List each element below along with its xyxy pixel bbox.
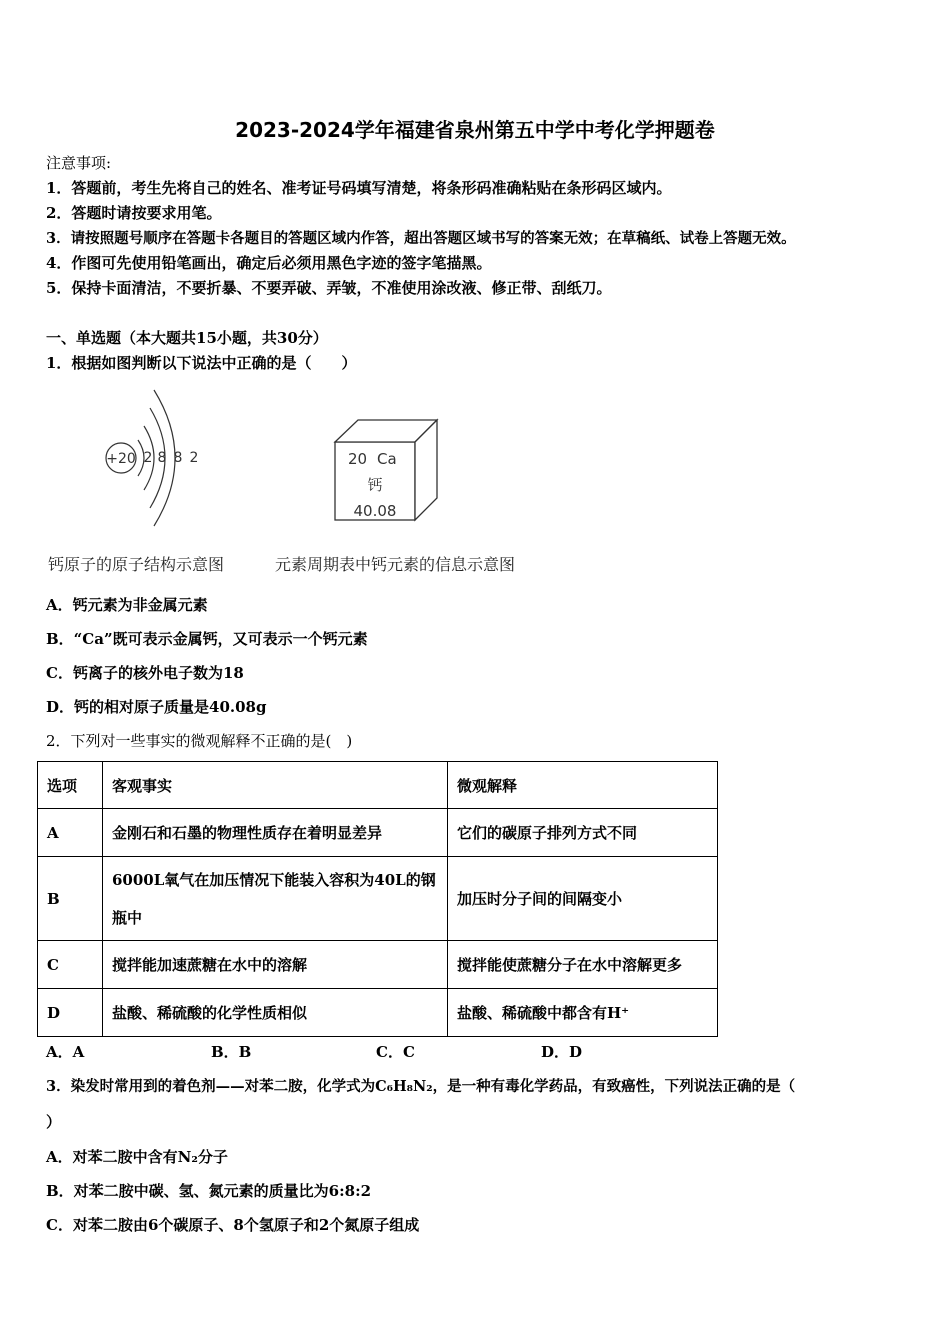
table-header-cell: 微观解释: [448, 762, 718, 809]
q1-option-a: A．钙元素为非金属元素: [46, 596, 208, 614]
q2-answer-a: A．A: [46, 1043, 85, 1061]
table-cell: D: [38, 989, 103, 1037]
table-cell: 金刚石和石墨的物理性质存在着明显差异: [103, 809, 448, 857]
section-heading: 一、单选题（本大题共15小题，共30分）: [46, 329, 328, 347]
element-symbol: Ca: [377, 450, 397, 468]
table-cell: 搅拌能使蔗糖分子在水中溶解更多: [448, 941, 718, 989]
table-row: [38, 857, 718, 941]
note-item: 1．答题前，考生先将自己的姓名、准考证号码填写清楚，将条形码准确粘贴在条形码区域内。: [46, 179, 672, 197]
table-row: [38, 989, 718, 1037]
nucleus-charge: +20: [106, 451, 136, 467]
table-cell: 它们的碳原子排列方式不同: [448, 809, 718, 857]
table-cell: A: [38, 809, 103, 857]
table-cell: 加压时分子间的间隔变小: [448, 857, 718, 941]
caption-element-cube: 元素周期表中钙元素的信息示意图: [275, 555, 516, 574]
table-header-cell: 客观事实: [103, 762, 448, 809]
q1-option-c: C．钙离子的核外电子数为18: [46, 664, 244, 682]
q2-answer-c: C．C: [376, 1043, 415, 1061]
shell-electron-count: 8: [173, 450, 183, 466]
q3-option-a: A．对苯二胺中含有N₂分子: [46, 1148, 228, 1166]
question-3-stem-end: ）: [46, 1113, 62, 1131]
element-name: 钙: [367, 476, 383, 494]
question-2-stem: 2．下列对一些事实的微观解释不正确的是( ): [46, 732, 353, 750]
note-item: 2．答题时请按要求用笔。: [46, 204, 222, 222]
q2-answer-b: B．B: [211, 1043, 252, 1061]
question-1-stem: 1．根据如图判断以下说法中正确的是（ ）: [46, 354, 357, 372]
note-item: 3．请按照题号顺序在答题卡各题目的答题区域内作答，超出答题区域书写的答案无效；在草稿纸、试卷上答题无效。: [46, 230, 796, 247]
notes-heading: 注意事项:: [46, 154, 112, 172]
table-cell: B: [38, 857, 103, 941]
atomic-number: 20: [348, 450, 368, 468]
q1-option-b: B．“Ca”既可表示金属钙，又可表示一个钙元素: [46, 630, 368, 648]
table-cell: 盐酸、稀硫酸中都含有H⁺: [448, 989, 718, 1037]
periodic-element-cube: [330, 415, 445, 527]
table-cell: C: [38, 941, 103, 989]
table-row: [38, 809, 718, 857]
table-header-cell: 选项: [38, 762, 103, 809]
shell-electron-count: 8: [157, 450, 167, 466]
calcium-atom-diagram: [100, 380, 210, 530]
shell-electron-count: 2: [143, 450, 153, 466]
table-cell: 搅拌能加速蔗糖在水中的溶解: [103, 941, 448, 989]
question-3-stem: 3．染发时常用到的着色剂——对苯二胺，化学式为C₆H₈N₂，是一种有毒化学药品，有致癌性，下列说法正确的是（: [46, 1078, 796, 1095]
table-cell: 6000L氧气在加压情况下能装入容积为40L的钢瓶中: [103, 857, 448, 941]
table-cell: 盐酸、稀硫酸的化学性质相似: [103, 989, 448, 1037]
note-item: 5．保持卡面清洁，不要折暴、不要弄破、弄皱，不准使用涂改液、修正带、刮纸刀。: [46, 279, 612, 297]
caption-atom-diagram: 钙原子的原子结构示意图: [48, 555, 225, 574]
table-row: [38, 941, 718, 989]
q3-option-c: C．对苯二胺由6个碳原子、8个氢原子和2个氮原子组成: [46, 1216, 420, 1234]
note-item: 4．作图可先使用铅笔画出，确定后必须用黑色字迹的签字笔描黑。: [46, 254, 492, 272]
q2-answer-d: D．D: [541, 1043, 583, 1061]
q3-option-b: B．对苯二胺中碳、氢、氮元素的质量比为6:8:2: [46, 1182, 372, 1200]
shell-electron-count: 2: [189, 450, 199, 466]
table-header-row: [38, 762, 718, 809]
q2-table: [37, 761, 718, 1037]
page-title: 2023-2024学年福建省泉州第五中学中考化学押题卷: [235, 118, 715, 142]
q1-option-d: D．钙的相对原子质量是40.08g: [46, 698, 267, 716]
atomic-mass: 40.08: [353, 502, 397, 520]
